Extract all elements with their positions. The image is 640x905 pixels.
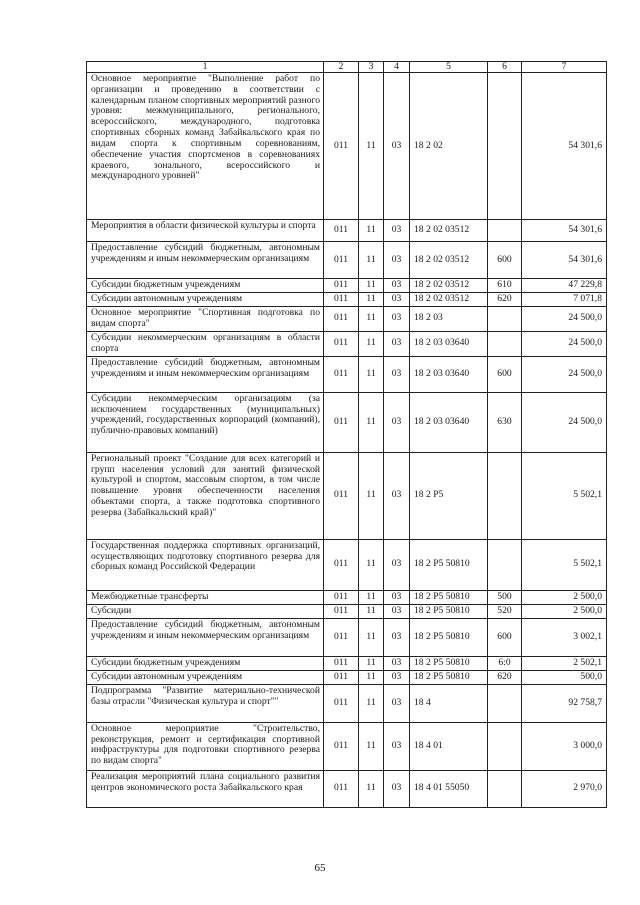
amount: 500,0 <box>522 670 607 684</box>
code-target-article: 18 2 02 03512 <box>410 242 488 279</box>
code-subsection: 03 <box>384 722 410 770</box>
table-row <box>87 242 607 279</box>
code-expense-type: 500 <box>488 590 522 604</box>
code-ministry: 011 <box>324 722 359 770</box>
code-subsection: 03 <box>384 656 410 670</box>
table-row <box>87 392 607 452</box>
table-row <box>87 670 607 684</box>
code-ministry: 011 <box>324 356 359 392</box>
amount: 24 500,0 <box>522 392 607 452</box>
code-expense-type <box>488 306 522 331</box>
code-section: 11 <box>359 452 384 539</box>
page-number: 65 <box>314 862 326 874</box>
code-section: 11 <box>359 292 384 306</box>
code-section: 11 <box>359 392 384 452</box>
row-description: Субсидии некоммерческим организациям в области спорта <box>87 331 324 356</box>
code-section: 11 <box>359 331 384 356</box>
code-target-article: 18 4 01 55050 <box>410 770 488 807</box>
code-target-article: 18 2 P5 50810 <box>410 656 488 670</box>
code-ministry: 011 <box>324 452 359 539</box>
code-expense-type: 6:0 <box>488 656 522 670</box>
code-section: 11 <box>359 618 384 656</box>
row-description: Субсидии автономным учреждениям <box>87 670 324 684</box>
code-expense-type: 600 <box>488 618 522 656</box>
amount: 92 758,7 <box>522 684 607 722</box>
header-cell: 2 <box>324 62 359 73</box>
code-expense-type <box>488 684 522 722</box>
code-section: 11 <box>359 590 384 604</box>
table-row <box>87 292 607 306</box>
code-subsection: 03 <box>384 684 410 722</box>
row-description: Основное мероприятие "Выполнение работ по организации и проведению в соответствии с календарным планом спортивных мероприятий разного уровня: межмуниципального, регионального, всероссийского, международного, подготовка спортивных сборных команд Забайкальского края по видам спорта к спортивным соревнованиям, обеспечение участия спортсменов в соревнованиях краевого, зонального, всероссийского и международного уровней" <box>87 73 324 220</box>
code-target-article: 18 2 02 03512 <box>410 292 488 306</box>
code-section: 11 <box>359 306 384 331</box>
table-row <box>87 331 607 356</box>
amount: 3 002,1 <box>522 618 607 656</box>
amount: 3 000,0 <box>522 722 607 770</box>
code-ministry: 011 <box>324 279 359 293</box>
code-target-article: 18 2 02 <box>410 73 488 220</box>
code-expense-type <box>488 539 522 590</box>
row-description: Мероприятия в области физической культуры и спорта <box>87 220 324 242</box>
code-ministry: 011 <box>324 392 359 452</box>
code-subsection: 03 <box>384 279 410 293</box>
code-subsection: 03 <box>384 292 410 306</box>
code-expense-type: 600 <box>488 356 522 392</box>
code-subsection: 03 <box>384 604 410 618</box>
code-expense-type <box>488 770 522 807</box>
code-ministry: 011 <box>324 73 359 220</box>
code-section: 11 <box>359 604 384 618</box>
code-expense-type: 600 <box>488 242 522 279</box>
row-description: Основное мероприятие "Спортивная подготовка по видам спорта" <box>87 306 324 331</box>
code-expense-type: 620 <box>488 670 522 684</box>
table-row <box>87 279 607 293</box>
code-target-article: 18 2 P5 50810 <box>410 618 488 656</box>
code-expense-type <box>488 73 522 220</box>
row-description: Субсидии некоммерческим организациям (за исключением государственных (муниципальных) учреждений, государственных корпораций (компаний), публично-правовых компаний) <box>87 392 324 452</box>
code-subsection: 03 <box>384 242 410 279</box>
code-subsection: 03 <box>384 770 410 807</box>
code-ministry: 011 <box>324 292 359 306</box>
code-target-article: 18 2 03 03640 <box>410 392 488 452</box>
table-row <box>87 618 607 656</box>
code-target-article: 18 2 03 03640 <box>410 356 488 392</box>
code-target-article: 18 2 P5 50810 <box>410 604 488 618</box>
code-target-article: 18 2 P5 50810 <box>410 670 488 684</box>
code-section: 11 <box>359 656 384 670</box>
code-expense-type: 610 <box>488 279 522 293</box>
code-expense-type <box>488 331 522 356</box>
code-target-article: 18 2 02 03512 <box>410 220 488 242</box>
table-row <box>87 656 607 670</box>
table-row <box>87 590 607 604</box>
row-description: Подпрограмма "Развитие материально-технической базы отрасли "Физическая культура и спорт"" <box>87 684 324 722</box>
header-cell: 7 <box>522 62 607 73</box>
code-ministry: 011 <box>324 242 359 279</box>
amount: 2 500,0 <box>522 604 607 618</box>
row-description: Государственная поддержка спортивных организаций, осуществляющих подготовку спортивного резерва для сборных команд Российской Федерации <box>87 539 324 590</box>
code-subsection: 03 <box>384 356 410 392</box>
code-expense-type: 630 <box>488 392 522 452</box>
code-ministry: 011 <box>324 618 359 656</box>
row-description: Субсидии <box>87 604 324 618</box>
header-cell: 3 <box>359 62 384 73</box>
code-target-article: 18 4 01 <box>410 722 488 770</box>
amount: 24 500,0 <box>522 356 607 392</box>
code-target-article: 18 2 03 03640 <box>410 331 488 356</box>
code-subsection: 03 <box>384 392 410 452</box>
code-target-article: 18 2 02 03512 <box>410 279 488 293</box>
header-cell: 4 <box>384 62 410 73</box>
row-description: Реализация мероприятий плана социального развития центров экономического роста Забайкальского края <box>87 770 324 807</box>
table-row <box>87 356 607 392</box>
table-row <box>87 539 607 590</box>
code-section: 11 <box>359 242 384 279</box>
code-ministry: 011 <box>324 331 359 356</box>
code-ministry: 011 <box>324 670 359 684</box>
amount: 7 071,8 <box>522 292 607 306</box>
code-ministry: 011 <box>324 306 359 331</box>
code-section: 11 <box>359 722 384 770</box>
code-subsection: 03 <box>384 331 410 356</box>
code-ministry: 011 <box>324 539 359 590</box>
code-expense-type <box>488 220 522 242</box>
code-expense-type: 520 <box>488 604 522 618</box>
code-subsection: 03 <box>384 73 410 220</box>
code-ministry: 011 <box>324 656 359 670</box>
code-target-article: 18 2 P5 <box>410 452 488 539</box>
header-cell: 6 <box>488 62 522 73</box>
row-description: Основное мероприятие "Строительство, реконструкция, ремонт и сертификация спортивной инфраструктуры для подготовки спортивного резерва по видам спорта" <box>87 722 324 770</box>
table-row <box>87 722 607 770</box>
amount: 54 301,6 <box>522 220 607 242</box>
row-description: Межбюджетные трансферты <box>87 590 324 604</box>
code-subsection: 03 <box>384 220 410 242</box>
code-section: 11 <box>359 220 384 242</box>
amount: 47 229,8 <box>522 279 607 293</box>
row-description: Региональный проект "Создание для всех категорий и групп населения условий для занятий физической культурой и спортом, массовым спортом, в том числе повышение уровня обеспеченности населения объектами спорта, а также подготовка спортивного резерва (Забайкальский край)" <box>87 452 324 539</box>
amount: 54 301,6 <box>522 73 607 220</box>
row-description: Субсидии автономным учреждениям <box>87 292 324 306</box>
table-row <box>87 604 607 618</box>
code-expense-type: 620 <box>488 292 522 306</box>
code-expense-type <box>488 722 522 770</box>
code-subsection: 03 <box>384 670 410 684</box>
code-section: 11 <box>359 279 384 293</box>
table-row <box>87 770 607 807</box>
code-ministry: 011 <box>324 770 359 807</box>
code-section: 11 <box>359 356 384 392</box>
code-ministry: 011 <box>324 220 359 242</box>
code-ministry: 011 <box>324 684 359 722</box>
amount: 2 502,1 <box>522 656 607 670</box>
code-ministry: 011 <box>324 590 359 604</box>
code-ministry: 011 <box>324 604 359 618</box>
code-target-article: 18 2 P5 50810 <box>410 539 488 590</box>
code-subsection: 03 <box>384 618 410 656</box>
row-description: Предоставление субсидий бюджетным, автономным учреждениям и иным некоммерческим организациям <box>87 356 324 392</box>
amount: 2 970,0 <box>522 770 607 807</box>
amount: 54 301,6 <box>522 242 607 279</box>
amount: 2 500,0 <box>522 590 607 604</box>
code-section: 11 <box>359 770 384 807</box>
code-subsection: 03 <box>384 539 410 590</box>
amount: 24 500,0 <box>522 306 607 331</box>
header-cell: 1 <box>87 62 324 73</box>
table-row <box>87 684 607 722</box>
code-subsection: 03 <box>384 452 410 539</box>
row-description: Субсидии бюджетным учреждениям <box>87 279 324 293</box>
table-row <box>87 306 607 331</box>
code-section: 11 <box>359 670 384 684</box>
row-description: Предоставление субсидий бюджетным, автономным учреждениям и иным некоммерческим организациям <box>87 618 324 656</box>
code-target-article: 18 2 03 <box>410 306 488 331</box>
table-row <box>87 73 607 220</box>
amount: 24 500,0 <box>522 331 607 356</box>
code-subsection: 03 <box>384 306 410 331</box>
budget-table <box>86 61 607 808</box>
code-subsection: 03 <box>384 590 410 604</box>
row-description: Предоставление субсидий бюджетным, автономным учреждениям и иным некоммерческим организациям <box>87 242 324 279</box>
amount: 5 502,1 <box>522 539 607 590</box>
table-row <box>87 452 607 539</box>
code-section: 11 <box>359 684 384 722</box>
row-description: Субсидии бюджетным учреждениям <box>87 656 324 670</box>
header-cell: 5 <box>410 62 488 73</box>
table-row <box>87 220 607 242</box>
code-expense-type <box>488 452 522 539</box>
code-section: 11 <box>359 73 384 220</box>
amount: 5 502,1 <box>522 452 607 539</box>
code-target-article: 18 4 <box>410 684 488 722</box>
code-target-article: 18 2 P5 50810 <box>410 590 488 604</box>
header-row <box>87 62 607 73</box>
code-section: 11 <box>359 539 384 590</box>
